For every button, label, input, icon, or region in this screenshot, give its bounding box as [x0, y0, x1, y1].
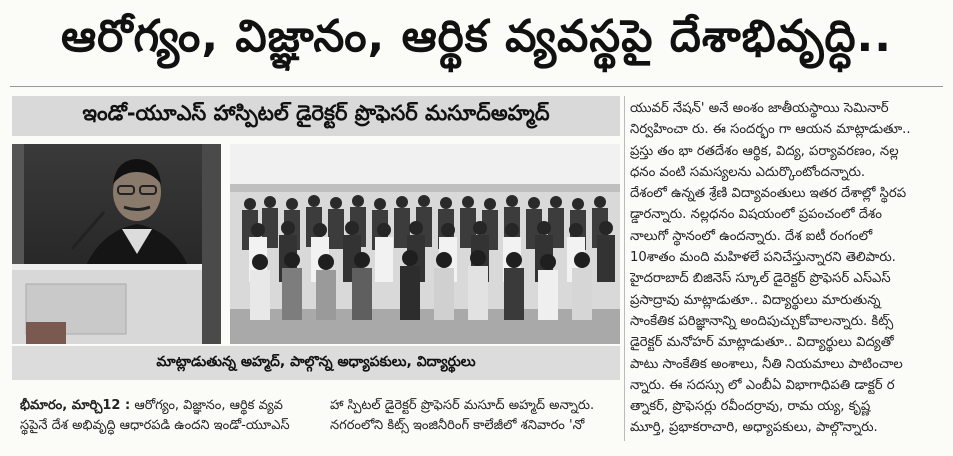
headline: ఆరోగ్యం, విజ్ఞానం, ఆర్థిక వ్యవస్థపై దేశాభివృద్ధి..: [61, 11, 892, 62]
article-col-3-line: దేశంలో ఉన్నత శ్రేణి విద్యావంతులు ఇతర దేశాల్లో స్థిరప: [630, 186, 907, 202]
article-col-3-line: యువర్ నేషన్' అనే అంశం జాతీయస్థాయి సెమినార్: [630, 101, 889, 116]
subheadline: ఇండో-యూఎస్ హాస్పిటల్ డైరెక్టర్ ప్రొఫెసర్ మసూద్అహ్మద్: [12, 96, 620, 136]
article-col-3-line: నిర్వహించా రు. ఈ సందర్భం గా ఆయన మాట్లాడుతూ..: [630, 122, 911, 138]
article-col-1-line: స్థపైనే దేశ అభివృద్ధి ఆధారపడి ఉందని ఇండో-యూఎస్: [20, 418, 290, 433]
article-col-3-line: డ్డారన్నారు. నల్లధనం విషయంలో ప్రపంచంలో దేశం: [630, 207, 882, 223]
article-col-1: [20, 396, 315, 436]
article-col-3-line: సాంకేతిక పరిజ్ఞానాన్ని అందిపుచ్చుకోవాలన్నారు. కిట్స్: [630, 313, 894, 329]
article-col-3-line: హైదరాబాద్ బిజినెస్ స్కూల్ డైరెక్టర్ ప్రొఫెసర్ ఎస్ఎస్: [630, 271, 891, 287]
article-col-3-line: 10శాతం మంది మహిళలే పనిచేస్తున్నారని తెలిపారు.: [630, 250, 896, 266]
article-col-1-line: [20, 396, 315, 416]
article-col-3-line: ధనం వంటి సమస్యలను ఎదుర్కొంటోందన్నారు.: [630, 164, 866, 180]
article-col-3-line: ప్రసాద్రావు మాట్లాడుతూ.. విద్యార్థులు మారుతున్న: [630, 292, 881, 308]
column-divider: [624, 96, 625, 441]
group-photo: [230, 144, 620, 344]
article-col-3: [630, 98, 945, 439]
headline-rule: [10, 86, 943, 87]
article-col-2-line: హా స్పిటల్ డైరెక్టర్ ప్రొఫెసర్ మసూద్ అహ్మద్ అన్నారు.: [330, 398, 595, 413]
article-col-3-line: మూర్తి, ప్రభాకరాచారి, అధ్యాపకులు, పాల్గొన్నారు.: [630, 420, 878, 436]
article-col-2-line: నగరంలోని కిట్స్ ఇంజినీరింగ్ కాలేజీలో శనివారం 'నో: [330, 418, 585, 433]
article-col-3-line: ప్రస్తు తం భా రతదేశం ఆర్థిక, విద్య, పర్యావరణం, నల్ల: [630, 143, 899, 159]
speaker-photo: [12, 144, 221, 344]
article-col-2: [330, 396, 625, 436]
article-col-3-line: నాలుగో స్థానంలో ఉందన్నారు. దేశ ఐటీ రంగంలో: [630, 228, 873, 244]
article-text: ఆరోగ్యం, విజ్ఞానం, ఆర్థిక వ్యవ: [130, 398, 283, 413]
article-col-3-line: త్నాకర్, ప్రొఫెసర్లు రవీందర్రావు, రామ య్య, కృష్ణ: [630, 399, 871, 415]
article-col-3-line: డైరెక్టర్ మనోహర్ మాట్లాడుతూ.. విద్యార్థులు విద్యతో: [630, 335, 894, 351]
article-col-3-line: న్నారు. ఈ సదస్సు లో ఎంబీఏ విభాగాధిపతి డాక్టర్ ర: [630, 377, 895, 393]
article-col-3-line: పాటు సాంకేతిక అంశాలు, నీతి నియమాలు పాటించాల: [630, 356, 903, 372]
photo-caption: మాట్లాడుతున్న అహ్మద్, పాల్గొన్న అధ్యాపకులు, విద్యార్థులు: [12, 346, 620, 380]
dateline: భీమారం, మార్చి12 :: [20, 398, 131, 413]
